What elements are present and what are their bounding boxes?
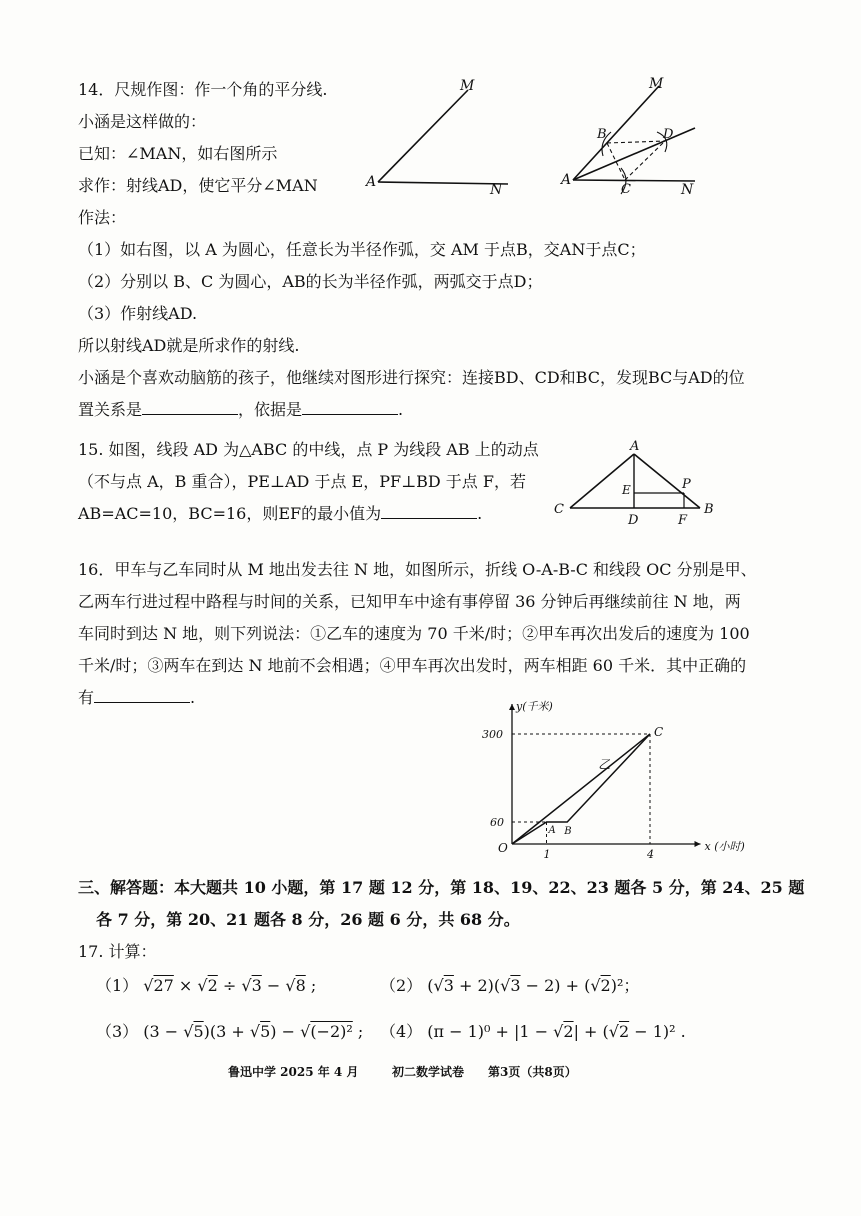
label-a: A xyxy=(630,439,640,454)
y-axis-label: y(千米) xyxy=(516,700,553,713)
q17-part2-label: （2） xyxy=(380,976,423,995)
q14-explore-text-a: 置关系是 xyxy=(78,400,143,419)
side-ca xyxy=(570,454,634,508)
q16-line1: 16．甲车与乙车同时从 M 地出发去往 N 地，如图所示，折线 O-A-B-C 和线段 OC 分别是甲、 xyxy=(78,560,757,579)
q14-find: 求作：射线AD，使它平分∠MAN xyxy=(78,176,318,195)
point-label-a: A xyxy=(548,825,556,836)
ray-am xyxy=(378,90,468,182)
q16-period: . xyxy=(190,688,196,707)
label-f: F xyxy=(678,513,688,528)
label-d: D xyxy=(663,127,674,142)
q15-text: AB=AC=10，BC=16，则EF的最小值为 xyxy=(78,504,382,523)
q14-step2: （2）分别以 B、C 为圆心，AB的长为半径作弧，两弧交于点D； xyxy=(78,272,543,291)
q14-title: 14．尺规作图：作一个角的平分线. xyxy=(78,80,328,99)
series-yi-line xyxy=(512,734,650,844)
label-c: C xyxy=(621,182,631,197)
q17-part4 xyxy=(380,1022,686,1042)
section3-heading-line2: 各 7 分，第 20、21 题各 8 分，26 题 6 分，共 68 分。 xyxy=(96,910,520,929)
x-tick-4: 4 xyxy=(647,848,654,861)
x-axis-arrow xyxy=(695,841,701,847)
label-b: B xyxy=(597,127,607,142)
q17-part4-expression: (π − 1)⁰ + |1 − √2| + (√2 − 1)² . xyxy=(427,1022,686,1041)
label-c: C xyxy=(554,502,564,517)
q16-line5 xyxy=(78,688,195,708)
q16-line2: 乙两车行进过程中路程与时间的关系，已知甲车中途有事停留 36 分钟后再继续前往 N 地，两 xyxy=(78,592,741,611)
q14-answer-blank-1[interactable] xyxy=(142,400,238,415)
segment-cd xyxy=(625,141,665,180)
segment-bd xyxy=(607,141,665,143)
q17-part3-expression: (3 − √5)(3 + √5) − √(−2)² ; xyxy=(143,1022,364,1041)
label-n: N xyxy=(490,182,503,198)
x-axis-label: x (小时) xyxy=(704,840,745,853)
q17-part1-label: （1） xyxy=(96,976,139,995)
y-tick-60: 60 xyxy=(490,816,504,829)
label-a: A xyxy=(366,174,377,190)
curve-label-yi: 乙 xyxy=(598,757,611,772)
q16-distance-time-chart xyxy=(478,698,748,864)
q14-known: 已知：∠MAN，如右图所示 xyxy=(78,144,278,163)
q14-answer-blank-2[interactable] xyxy=(302,400,398,415)
q17-part1-expression: √27 × √2 ÷ √3 − √8 ; xyxy=(143,976,317,995)
q17-title: 17. 计算： xyxy=(78,942,157,961)
point-label-b: B xyxy=(564,826,572,837)
label-p: P xyxy=(682,477,691,492)
ray-an xyxy=(378,182,508,184)
origin-label: O xyxy=(498,841,508,855)
q14-construction-figure xyxy=(555,76,715,206)
label-m-2: M xyxy=(649,76,664,92)
q14-step3: （3）作射线AD. xyxy=(78,304,198,323)
q17-part2 xyxy=(380,976,639,996)
y-tick-300: 300 xyxy=(482,728,503,741)
q17-part4-label: （4） xyxy=(380,1022,423,1041)
x-tick-1: 1 xyxy=(543,848,551,861)
label-n-2: N xyxy=(681,182,694,198)
q17-part3-label: （3） xyxy=(96,1022,139,1041)
q16-line4: 千米/时；③两车在到达 N 地前不会相遇；④甲车再次出发时，两车相距 60 千米．其中正确的 xyxy=(78,656,747,675)
q15-line3 xyxy=(78,504,482,524)
q16-line3: 车同时到达 N 地，则下列说法：①乙车的速度为 70 千米/时；②甲车再次出发后的速度为 100 xyxy=(78,624,750,643)
point-label-c: C xyxy=(654,725,664,739)
q16-text: 有 xyxy=(78,688,95,707)
q17-part3 xyxy=(96,1022,363,1042)
q15-period: . xyxy=(477,504,483,523)
q14-intro: 小涵是这样做的： xyxy=(78,112,207,131)
q15-answer-blank[interactable] xyxy=(381,504,477,519)
q14-conclusion: 所以射线AD就是所求作的射线. xyxy=(78,336,300,355)
y-axis-arrow xyxy=(509,704,515,710)
q15-line1: 15. 如图，线段 AD 为△ABC 的中线，点 P 为线段 AB 上的动点 xyxy=(78,440,539,459)
q14-explore-line2 xyxy=(78,400,403,420)
footer-page: 第3页（共8页） xyxy=(488,1065,577,1079)
footer-school: 鲁迅中学 2025 年 4 月 xyxy=(228,1065,359,1079)
ray-an-2 xyxy=(573,180,695,181)
label-a-2: A xyxy=(561,172,572,188)
q14-angle-figure xyxy=(360,76,520,206)
q14-explore-text-b: ，依据是 xyxy=(238,400,303,419)
ray-am-2 xyxy=(573,86,659,180)
q14-step1: （1）如右图，以 A 为圆心，任意长为半径作弧，交 AM 于点B，交AN于点C； xyxy=(78,240,646,259)
q15-triangle-figure xyxy=(548,438,728,528)
q14-explore-line1: 小涵是个喜欢动脑筋的孩子，他继续对图形进行探究：连接BD、CD和BC，发现BC与AD的位 xyxy=(78,368,745,387)
q16-answer-blank[interactable] xyxy=(94,688,190,703)
label-e: E xyxy=(622,483,631,497)
q17-part2-expression: (√3 + 2)(√3 − 2) + (√2)²； xyxy=(427,976,640,995)
label-b: B xyxy=(704,502,714,517)
section3-heading-line1: 三、解答题：本大题共 10 小题，第 17 题 12 分，第 18、19、22、23 题各 5 分，第 24、25 题 xyxy=(78,878,805,897)
label-m: M xyxy=(460,78,475,94)
q14-method: 作法： xyxy=(78,208,127,227)
q17-part1 xyxy=(96,976,316,996)
label-d: D xyxy=(628,513,639,528)
footer-exam: 初二数学试卷 xyxy=(392,1065,465,1079)
q15-line2: （不与点 A，B 重合），PE⊥AD 于点 E，PF⊥BD 于点 F，若 xyxy=(78,472,526,491)
q14-explore-text-c: . xyxy=(398,400,404,419)
ray-ad xyxy=(573,128,695,180)
